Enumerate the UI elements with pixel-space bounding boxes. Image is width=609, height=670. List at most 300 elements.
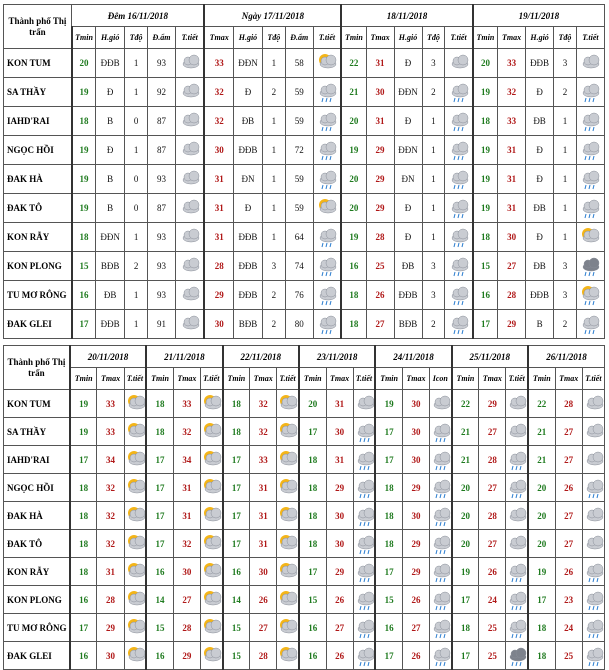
tmax-value: 30 (204, 136, 233, 165)
tmin-value: 19 (473, 194, 498, 223)
sun-cloud-icon (124, 530, 146, 558)
tmax-value: 28 (498, 281, 526, 310)
tmax-value: 31 (173, 502, 200, 530)
table-row (4, 310, 605, 339)
rain-cloud-icon (313, 136, 341, 165)
rain-cloud-icon (313, 78, 341, 107)
tmin-value: 16 (72, 281, 96, 310)
cloud-icon (175, 281, 204, 310)
sun-cloud-icon (313, 194, 341, 223)
rain-cloud-icon (576, 165, 604, 194)
tmin-value: 15 (72, 252, 96, 281)
wind-direction: ĐĐB (394, 281, 422, 310)
humidity-value: 80 (285, 310, 313, 339)
cloud-icon (506, 418, 528, 446)
period-header: 19/11/2018 (473, 5, 605, 27)
tmin-value: 19 (341, 223, 366, 252)
column-header: Tmin (528, 368, 555, 390)
tmax-value: 32 (250, 418, 277, 446)
column-header: T.tiết (175, 27, 204, 49)
wind-direction: ĐĐB (233, 252, 262, 281)
tmin-value: 19 (70, 418, 97, 446)
tmin-value: 20 (341, 165, 366, 194)
tmax-value: 28 (479, 446, 506, 474)
wind-direction: Đ (526, 165, 554, 194)
column-header: Tmax (326, 368, 353, 390)
wind-direction: B (526, 310, 554, 339)
sun-cloud-icon (277, 530, 299, 558)
wind-direction: ĐĐN (233, 49, 262, 78)
tmax-value: 27 (498, 252, 526, 281)
sun-cloud-icon (200, 390, 222, 418)
cloud-icon (506, 502, 528, 530)
wind-speed: 1 (125, 78, 148, 107)
tmax-value: 29 (204, 281, 233, 310)
wind-speed: 2 (125, 252, 148, 281)
rain-cloud-icon (353, 558, 375, 586)
table-row (4, 78, 605, 107)
sun-cloud-icon (124, 390, 146, 418)
tmax-value: 31 (366, 107, 394, 136)
tmin-value: 17 (375, 558, 402, 586)
sun-cloud-icon (277, 642, 299, 670)
rain-cloud-icon (430, 642, 452, 670)
wind-speed: 1 (554, 194, 577, 223)
table-row (4, 502, 605, 530)
column-header: Tmax (402, 368, 429, 390)
wind-direction: ĐĐN (96, 223, 125, 252)
wind-direction: B (96, 107, 125, 136)
wind-speed: 3 (262, 252, 285, 281)
column-header: H.gió (394, 27, 422, 49)
tmax-value: 33 (204, 49, 233, 78)
tmin-value: 18 (146, 390, 173, 418)
tmax-value: 32 (97, 502, 124, 530)
cloud-icon (175, 165, 204, 194)
column-header: Icon (430, 368, 452, 390)
rain-cloud-icon (576, 136, 604, 165)
tmin-value: 16 (146, 642, 173, 670)
sun-cloud-icon (124, 642, 146, 670)
wind-speed: 1 (554, 107, 577, 136)
rain-cloud-icon (445, 310, 473, 339)
city-name: TU MƠ RÔNG (4, 281, 72, 310)
cloud-icon (175, 78, 204, 107)
wind-speed: 1 (422, 165, 445, 194)
tmax-value: 30 (173, 558, 200, 586)
humidity-value: 59 (285, 194, 313, 223)
cloud-icon (175, 49, 204, 78)
tmax-value: 32 (97, 530, 124, 558)
city-name: NGỌC HỒI (4, 474, 70, 502)
wind-speed: 1 (422, 194, 445, 223)
sun-cloud-icon (277, 474, 299, 502)
sun-cloud-icon (277, 614, 299, 642)
table-row (4, 642, 605, 670)
tmin-value: 21 (528, 418, 555, 446)
wind-speed: 1 (422, 223, 445, 252)
humidity-value: 59 (285, 107, 313, 136)
tmax-value: 32 (250, 390, 277, 418)
wind-direction: ĐĐB (96, 49, 125, 78)
tmin-value: 18 (70, 530, 97, 558)
tmin-value: 18 (341, 281, 366, 310)
sun-cloud-icon (277, 586, 299, 614)
tmin-value: 19 (72, 165, 96, 194)
column-header: T.tiết (124, 368, 146, 390)
tmax-value: 34 (97, 446, 124, 474)
table-row (4, 614, 605, 642)
rain-cloud-icon (353, 446, 375, 474)
tmax-value: 30 (402, 418, 429, 446)
wind-direction: ĐB (526, 252, 554, 281)
wind-direction: BĐB (394, 310, 422, 339)
column-header: Tđộ (262, 27, 285, 49)
tmin-value: 20 (341, 194, 366, 223)
period-header: 18/11/2018 (341, 5, 473, 27)
tmin-value: 16 (223, 558, 250, 586)
wind-speed: 1 (262, 194, 285, 223)
column-header: Tmin (72, 27, 96, 49)
tmax-value: 32 (173, 418, 200, 446)
column-header: T.tiết (582, 368, 604, 390)
tmin-value: 15 (146, 614, 173, 642)
rain-cloud-icon (445, 252, 473, 281)
cloud-icon (430, 390, 452, 418)
tmin-value: 18 (146, 418, 173, 446)
cloud-icon (576, 49, 604, 78)
wind-speed: 1 (554, 223, 577, 252)
sun-cloud-icon (200, 474, 222, 502)
tmax-value: 26 (326, 586, 353, 614)
tmin-value: 20 (341, 107, 366, 136)
rain-cloud-icon (506, 614, 528, 642)
wind-direction: Đ (526, 78, 554, 107)
tmax-value: 27 (555, 530, 582, 558)
rain-cloud-icon (430, 586, 452, 614)
humidity-value: 93 (147, 252, 175, 281)
cloud-icon (506, 390, 528, 418)
tmin-value: 21 (341, 78, 366, 107)
city-name: ĐAK TÔ (4, 530, 70, 558)
sun-cloud-icon (277, 502, 299, 530)
tmin-value: 19 (375, 390, 402, 418)
tmin-value: 17 (223, 502, 250, 530)
table-row (4, 446, 605, 474)
city-name: ĐAK GLEI (4, 642, 70, 670)
rain-cloud-icon (353, 502, 375, 530)
tmin-value: 16 (299, 642, 326, 670)
wind-speed: 2 (554, 78, 577, 107)
tmax-value: 26 (479, 558, 506, 586)
wind-speed: 0 (125, 107, 148, 136)
tmin-value: 19 (72, 136, 96, 165)
tmin-value: 17 (223, 474, 250, 502)
tmax-value: 25 (366, 252, 394, 281)
rain-cloud-icon (582, 614, 604, 642)
wind-speed: 2 (262, 78, 285, 107)
cloud-icon (582, 530, 604, 558)
tmax-value: 31 (173, 474, 200, 502)
column-header: Tmin (70, 368, 97, 390)
tmin-value: 15 (299, 586, 326, 614)
tmax-value: 33 (97, 418, 124, 446)
tmax-value: 32 (97, 474, 124, 502)
tmin-value: 17 (528, 586, 555, 614)
sun-cloud-icon (277, 390, 299, 418)
tmax-value: 25 (555, 642, 582, 670)
city-name: SA THẦY (4, 418, 70, 446)
tmin-value: 18 (375, 502, 402, 530)
column-header: Tmin (341, 27, 366, 49)
wind-speed: 3 (554, 281, 577, 310)
tmax-value: 29 (479, 390, 506, 418)
rain-cloud-icon (445, 107, 473, 136)
sun-rain-icon (576, 281, 604, 310)
wind-speed: 3 (422, 49, 445, 78)
tmin-value: 18 (72, 223, 96, 252)
cloud-icon (582, 418, 604, 446)
cloud-icon (175, 136, 204, 165)
tmax-value: 29 (366, 194, 394, 223)
humidity-value: 59 (285, 78, 313, 107)
tmin-value: 18 (473, 223, 498, 252)
tmax-value: 29 (498, 310, 526, 339)
tmin-value: 18 (341, 310, 366, 339)
tmin-value: 17 (223, 530, 250, 558)
tmax-value: 31 (97, 558, 124, 586)
rain-cloud-icon (353, 530, 375, 558)
city-name: SA THẦY (4, 78, 72, 107)
tmin-value: 18 (375, 530, 402, 558)
dark-cloud-icon (576, 252, 604, 281)
sun-cloud-icon (277, 558, 299, 586)
tmin-value: 17 (452, 586, 479, 614)
tmax-value: 26 (402, 586, 429, 614)
table-row (4, 165, 605, 194)
tmax-value: 28 (250, 642, 277, 670)
tmin-value: 18 (223, 418, 250, 446)
tmin-value: 14 (146, 586, 173, 614)
rain-cloud-icon (582, 642, 604, 670)
city-name: TU MƠ RÔNG (4, 614, 70, 642)
wind-direction: ĐĐB (96, 310, 125, 339)
tmin-value: 17 (473, 310, 498, 339)
sun-cloud-icon (124, 446, 146, 474)
column-header: T.tiết (445, 27, 473, 49)
forecast-table-extended-range (3, 345, 605, 670)
tmax-value: 32 (204, 78, 233, 107)
sun-cloud-icon (277, 418, 299, 446)
rain-cloud-icon (445, 223, 473, 252)
tmin-value: 20 (528, 474, 555, 502)
column-header: H.gió (96, 27, 125, 49)
wind-direction: ĐB (526, 107, 554, 136)
humidity-value: 91 (147, 310, 175, 339)
sun-cloud-icon (313, 49, 341, 78)
tmax-value: 27 (250, 614, 277, 642)
tmin-value: 16 (70, 586, 97, 614)
tmax-value: 33 (498, 49, 526, 78)
rain-cloud-icon (506, 446, 528, 474)
city-name: KON PLONG (4, 586, 70, 614)
cloud-icon (353, 390, 375, 418)
rain-cloud-icon (430, 446, 452, 474)
column-header: T.tiết (313, 27, 341, 49)
table-row (4, 474, 605, 502)
tmax-value: 29 (173, 642, 200, 670)
tmin-value: 18 (72, 107, 96, 136)
humidity-value: 72 (285, 136, 313, 165)
rain-cloud-icon (576, 107, 604, 136)
wind-direction: ĐĐB (233, 281, 262, 310)
tmax-value: 23 (555, 586, 582, 614)
city-name: KON TUM (4, 49, 72, 78)
table-row (4, 281, 605, 310)
tmin-value: 18 (299, 446, 326, 474)
cloud-icon (175, 252, 204, 281)
column-header: Tmax (498, 27, 526, 49)
tmax-value: 30 (326, 530, 353, 558)
tmin-value: 16 (473, 281, 498, 310)
tmax-value: 29 (326, 474, 353, 502)
wind-direction: BĐB (96, 252, 125, 281)
tmax-value: 26 (555, 558, 582, 586)
tmax-value: 32 (173, 530, 200, 558)
city-column-header: Thành phố Thị trấn (4, 346, 70, 390)
rain-cloud-icon (353, 418, 375, 446)
city-name: KON PLONG (4, 252, 72, 281)
tmin-value: 19 (452, 558, 479, 586)
column-header: T.tiết (576, 27, 604, 49)
tmin-value: 17 (146, 502, 173, 530)
tmin-value: 20 (528, 530, 555, 558)
tmin-value: 15 (223, 642, 250, 670)
tmin-value: 17 (375, 642, 402, 670)
column-header: Tmin (473, 27, 498, 49)
city-name: ĐAK HÀ (4, 502, 70, 530)
tmin-value: 19 (473, 165, 498, 194)
tmax-value: 29 (97, 614, 124, 642)
tmin-value: 18 (528, 614, 555, 642)
tmin-value: 17 (223, 446, 250, 474)
column-header: Tđộ (125, 27, 148, 49)
tmin-value: 18 (299, 474, 326, 502)
tmax-value: 27 (479, 530, 506, 558)
column-header: Tmin (375, 368, 402, 390)
rain-cloud-icon (353, 642, 375, 670)
humidity-value: 93 (147, 281, 175, 310)
tmax-value: 30 (204, 310, 233, 339)
sun-cloud-icon (200, 586, 222, 614)
sun-cloud-icon (576, 223, 604, 252)
tmin-value: 16 (70, 642, 97, 670)
sun-cloud-icon (200, 446, 222, 474)
cloud-icon (506, 530, 528, 558)
wind-speed: 1 (125, 310, 148, 339)
tmax-value: 31 (326, 446, 353, 474)
tmax-value: 33 (97, 390, 124, 418)
humidity-value: 87 (147, 194, 175, 223)
column-header: Tmax (173, 368, 200, 390)
column-header: Tđộ (422, 27, 445, 49)
tmax-value: 29 (326, 558, 353, 586)
wind-speed: 1 (262, 165, 285, 194)
day-header: 21/11/2018 (146, 346, 222, 368)
wind-speed: 1 (262, 136, 285, 165)
wind-direction: Đ (394, 194, 422, 223)
city-name: NGỌC HỒI (4, 136, 72, 165)
tmax-value: 30 (402, 502, 429, 530)
tmax-value: 27 (555, 418, 582, 446)
sun-cloud-icon (277, 446, 299, 474)
table-row (4, 107, 605, 136)
wind-direction: Đ (526, 223, 554, 252)
tmax-value: 31 (366, 49, 394, 78)
column-header: Tmin (299, 368, 326, 390)
tmax-value: 30 (498, 223, 526, 252)
cloud-icon (175, 194, 204, 223)
rain-cloud-icon (576, 310, 604, 339)
tmin-value: 19 (70, 390, 97, 418)
tmax-value: 30 (326, 418, 353, 446)
wind-direction: Đ (96, 136, 125, 165)
tmax-value: 32 (204, 107, 233, 136)
wind-direction: ĐB (233, 107, 262, 136)
tmax-value: 25 (479, 614, 506, 642)
wind-speed: 1 (262, 49, 285, 78)
wind-speed: 2 (422, 310, 445, 339)
rain-cloud-icon (430, 502, 452, 530)
tmax-value: 28 (479, 502, 506, 530)
column-header: T.tiết (277, 368, 299, 390)
wind-direction: ĐĐN (394, 78, 422, 107)
period-header: Ngày 17/11/2018 (204, 5, 341, 27)
table-row (4, 223, 605, 252)
tmax-value: 27 (326, 614, 353, 642)
city-name: IAHD'RAI (4, 446, 70, 474)
column-header: Tmax (204, 27, 233, 49)
column-header: Tmax (555, 368, 582, 390)
tmax-value: 31 (326, 390, 353, 418)
rain-cloud-icon (445, 281, 473, 310)
wind-direction: B (96, 165, 125, 194)
wind-direction: Đ (233, 194, 262, 223)
column-header: H.gió (233, 27, 262, 49)
rain-cloud-icon (582, 558, 604, 586)
tmin-value: 18 (70, 502, 97, 530)
rain-cloud-icon (445, 194, 473, 223)
tmax-value: 33 (250, 446, 277, 474)
rain-cloud-icon (313, 165, 341, 194)
tmax-value: 31 (204, 223, 233, 252)
tmax-value: 31 (204, 165, 233, 194)
tmin-value: 20 (452, 474, 479, 502)
rain-cloud-icon (576, 194, 604, 223)
cloud-icon (445, 49, 473, 78)
sun-cloud-icon (200, 558, 222, 586)
tmin-value: 22 (452, 390, 479, 418)
wind-direction: Đ (394, 223, 422, 252)
rain-cloud-icon (430, 614, 452, 642)
tmax-value: 31 (498, 165, 526, 194)
column-header: Tmax (479, 368, 506, 390)
tmin-value: 15 (473, 252, 498, 281)
wind-speed: 2 (422, 78, 445, 107)
tmin-value: 17 (146, 446, 173, 474)
tmin-value: 20 (72, 49, 96, 78)
tmax-value: 31 (250, 530, 277, 558)
